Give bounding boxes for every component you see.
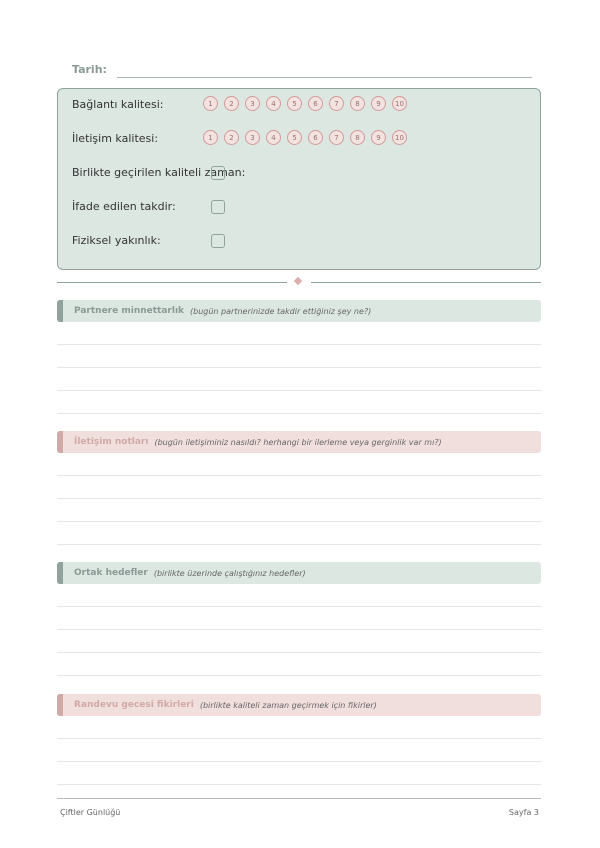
gratitude-section: [57, 300, 541, 414]
rating-circle[interactable]: 10: [392, 96, 407, 111]
rating-panel: [57, 88, 541, 270]
section-title: İletişim notları: [74, 437, 149, 447]
date-night-ideas-section: [57, 694, 541, 785]
rating-circle[interactable]: 1: [203, 130, 218, 145]
writing-line[interactable]: [57, 607, 541, 630]
communication-quality-label: İletişim kalitesi:: [72, 132, 159, 145]
writing-line[interactable]: [57, 322, 541, 345]
communication-quality-scale: [203, 130, 407, 145]
rating-circle[interactable]: 8: [350, 96, 365, 111]
writing-line[interactable]: [57, 630, 541, 653]
communication-notes-section: [57, 431, 541, 545]
page-footer: [57, 798, 541, 817]
physical-intimacy-label: Fiziksel yakınlık:: [72, 234, 161, 247]
rating-circle[interactable]: 10: [392, 130, 407, 145]
writing-line[interactable]: [57, 368, 541, 391]
section-accent-bar: [57, 694, 63, 716]
section-accent-bar: [57, 431, 63, 453]
section-accent-bar: [57, 562, 63, 584]
rating-circle[interactable]: 2: [224, 130, 239, 145]
writing-line[interactable]: [57, 762, 541, 785]
writing-line[interactable]: [57, 739, 541, 762]
diamond-ornament-icon: [294, 277, 302, 285]
section-subtitle: (birlikte üzerinde çalıştığınız hedefler): [153, 568, 306, 578]
writing-line[interactable]: [57, 499, 541, 522]
writing-line[interactable]: [57, 476, 541, 499]
rating-circle[interactable]: 3: [245, 96, 260, 111]
rating-circle[interactable]: 5: [287, 96, 302, 111]
section-subtitle: (bugün partnerinizde takdir ettiğiniz şey ne?): [190, 306, 372, 316]
rating-circle[interactable]: 7: [329, 96, 344, 111]
section-title: Partnere minnettarlık: [74, 306, 185, 316]
divider-line-right: [311, 282, 541, 283]
appreciation-label: İfade edilen takdir:: [72, 200, 176, 213]
journal-title: Çiftler Günlüğü: [60, 808, 121, 817]
date-row: [72, 62, 532, 80]
physical-intimacy-checkbox[interactable]: [211, 234, 225, 248]
section-title: Ortak hedefler: [74, 568, 148, 578]
rating-circle[interactable]: 9: [371, 96, 386, 111]
rating-circle[interactable]: 9: [371, 130, 386, 145]
section-accent-bar: [57, 300, 63, 322]
rating-circle[interactable]: 6: [308, 130, 323, 145]
quality-time-label: Birlikte geçirilen kaliteli zaman:: [72, 166, 246, 179]
writing-line[interactable]: [57, 522, 541, 545]
rating-circle[interactable]: 7: [329, 130, 344, 145]
rating-circle[interactable]: 3: [245, 130, 260, 145]
shared-goals-section: [57, 562, 541, 676]
shared-goals-header: [57, 562, 541, 584]
divider-line-left: [57, 282, 287, 283]
rating-circle[interactable]: 6: [308, 96, 323, 111]
quality-time-checkbox[interactable]: [211, 166, 225, 180]
writing-line[interactable]: [57, 584, 541, 607]
writing-line[interactable]: [57, 653, 541, 676]
gratitude-section-header: [57, 300, 541, 322]
date-input-line[interactable]: [117, 77, 532, 78]
page-number: Sayfa 3: [508, 808, 539, 817]
rating-circle[interactable]: 4: [266, 96, 281, 111]
appreciation-checkbox[interactable]: [211, 200, 225, 214]
section-subtitle: (bugün iletişiminiz nasıldı? herhangi bir ilerleme veya gerginlik var mı?): [154, 437, 442, 447]
communication-notes-header: [57, 431, 541, 453]
writing-line[interactable]: [57, 345, 541, 368]
date-night-ideas-header: [57, 694, 541, 716]
rating-circle[interactable]: 2: [224, 96, 239, 111]
section-divider: [57, 282, 541, 284]
writing-line[interactable]: [57, 453, 541, 476]
date-label: Tarih:: [72, 63, 107, 76]
section-title: Randevu gecesi fikirleri: [74, 700, 194, 710]
writing-line[interactable]: [57, 716, 541, 739]
rating-circle[interactable]: 5: [287, 130, 302, 145]
rating-circle[interactable]: 8: [350, 130, 365, 145]
connection-quality-label: Bağlantı kalitesi:: [72, 98, 164, 111]
rating-circle[interactable]: 1: [203, 96, 218, 111]
writing-line[interactable]: [57, 391, 541, 414]
rating-circle[interactable]: 4: [266, 130, 281, 145]
connection-quality-scale: [203, 96, 407, 111]
section-subtitle: (birlikte kaliteli zaman geçirmek için fikirler): [199, 700, 377, 710]
